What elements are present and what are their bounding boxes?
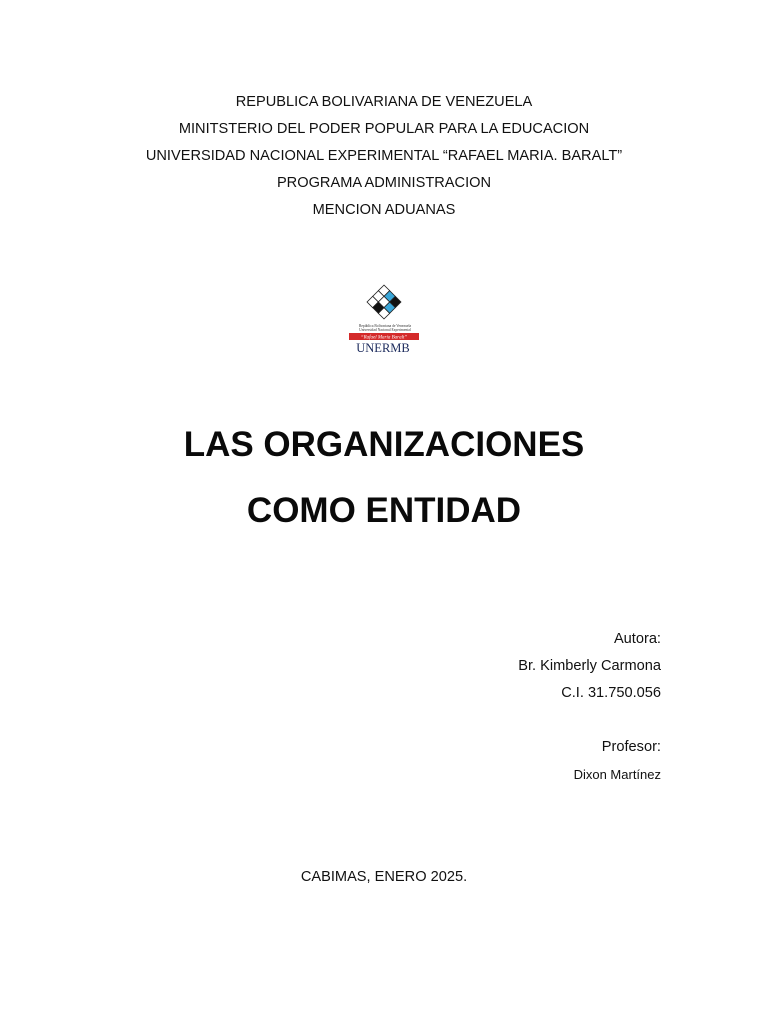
place-date: CABIMAS, ENERO 2025. bbox=[300, 869, 468, 885]
author-info bbox=[361, 626, 661, 788]
title-line-1: LAS ORGANIZACIONES bbox=[183, 425, 585, 464]
professor-name: Dixon Martínez bbox=[573, 767, 661, 782]
author-id: C.I. 31.750.056 bbox=[561, 685, 661, 701]
header-line-republic: REPUBLICA BOLIVARIANA DE VENEZUELA bbox=[235, 94, 533, 110]
logo-banner-text: “Rafael María Baralt” bbox=[360, 335, 408, 341]
author-name: Br. Kimberly Carmona bbox=[518, 658, 661, 674]
institution-header bbox=[0, 89, 768, 224]
logo-caption-line-1: República Bolivariana de Venezuela bbox=[358, 324, 412, 328]
logo-wordmark: UNERMB bbox=[356, 341, 410, 355]
header-line-program: PROGRAMA ADMINISTRACION bbox=[276, 175, 492, 191]
header-line-university: UNIVERSIDAD NACIONAL EXPERIMENTAL “RAFAEL MARIA. BARALT” bbox=[145, 148, 623, 164]
unermb-logo-icon bbox=[347, 278, 423, 358]
logo-diamond-grid bbox=[367, 285, 401, 319]
document-title bbox=[0, 412, 768, 544]
header-line-ministry: MINITSTERIO DEL PODER POPULAR PARA LA EDUCACION bbox=[178, 121, 590, 137]
professor-label: Profesor: bbox=[601, 739, 661, 755]
title-line-2: COMO ENTIDAD bbox=[246, 491, 522, 530]
header-line-mention: MENCION ADUANAS bbox=[312, 202, 456, 218]
logo-caption-line-2: Universidad Nacional Experimental bbox=[359, 328, 411, 332]
author-label: Autora: bbox=[613, 631, 661, 647]
author-spacer bbox=[361, 707, 661, 734]
